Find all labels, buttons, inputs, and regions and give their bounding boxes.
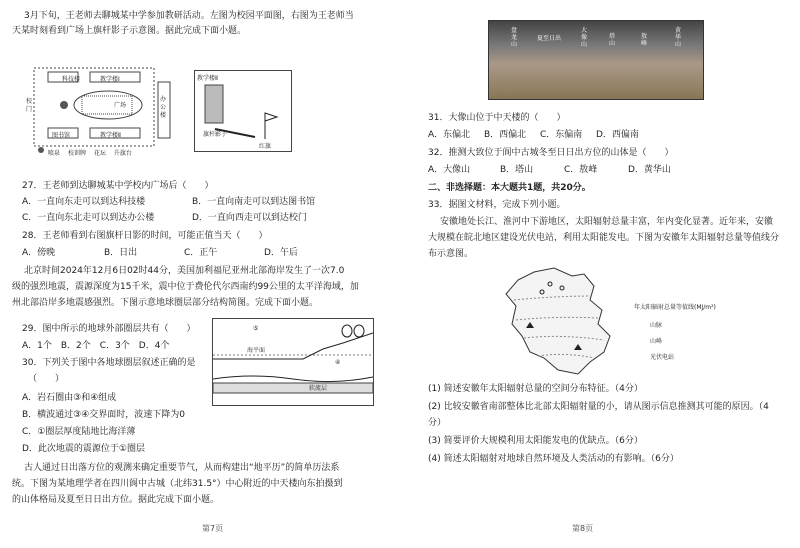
q30-option-d: D．此次地震的震源位于①圈层 (22, 444, 145, 454)
shadow-label: 旗杆影子 (203, 131, 228, 138)
photo-label: 塔山 (609, 33, 616, 47)
material-line: 布示意图。 (428, 249, 474, 259)
legend-item: 校训牌 (67, 150, 86, 157)
q31-option-c: C．东偏南 (540, 130, 583, 140)
office-label: 办公楼 (160, 96, 167, 119)
intro-line: 的山体格局及夏至日日出方位。据此完成下面小题。 (12, 495, 220, 505)
map-legend (48, 148, 138, 160)
q28: 28．王老师看到右图旗杆日影的时间，可能正值当天（ ） (22, 231, 268, 241)
photo-label: 夏至日出 (537, 35, 562, 42)
q32-option-d: D．黄华山 (628, 165, 671, 175)
q27-option-a: A．一直向东走可以到达科技楼 (22, 197, 146, 207)
shadow-figure (194, 70, 292, 152)
teach1-label: 教学楼Ⅰ (100, 76, 120, 83)
q32-option-b: B．塔山 (500, 165, 534, 175)
right-page (410, 0, 790, 548)
sub-q4: (4) 简述太阳辐射对地球自然环境及人类活动的有影响。（6分） (428, 454, 679, 464)
news-line: 州北部沿岸多地震感强烈。下图示意地球圈层部分结构简图。完成下面小题。 (12, 298, 319, 308)
q29: 29．图中所示的地球外部圈层共有（ ） (22, 324, 196, 334)
map-legend-item: 年太阳辐射总量等值线(MJ/m²) (634, 304, 716, 311)
q33: 33．据图文材料，完成下列小题。 (428, 200, 566, 210)
section-heading: 二、非选择题：本大题共1题，共20分。 (428, 183, 591, 193)
flag-label: 红旗 (259, 143, 272, 150)
news-line: 级的强烈地震，震源深度为15千米，震中位于费伦代尔西南约99公里的太平洋海域，加 (12, 282, 359, 292)
layer-5-label: ⑤ (253, 325, 259, 332)
q28-option-c: C．正午 (184, 248, 218, 258)
legend-item: 花坛 (93, 150, 106, 157)
mountain-photo (488, 20, 704, 100)
legend-item: 喷泉 (48, 150, 61, 157)
q30: 30．下列关于图中各地球圈层叙述正确的是 (22, 358, 196, 368)
q27-option-d: D．一直向西走可以到达校门 (192, 213, 307, 223)
photo-label: 大像山 (581, 27, 588, 48)
photo-label: 黄华山 (675, 27, 682, 48)
library-label: 图书馆 (52, 132, 71, 139)
material-line: 大规模在皖北地区建设光伏电站，利用太阳能发电。下图为安徽年太阳辐射总量等值线分 (428, 233, 780, 243)
q32-option-c: C．敖峰 (564, 165, 598, 175)
q28-option-a: A．傍晚 (22, 248, 56, 258)
teach2-label: 教学楼Ⅱ (100, 132, 121, 139)
intro-line: 3月下旬，王老师去聊城某中学参加教研活动。左图为校园平面图，右图为王老师当 (24, 11, 354, 21)
building-label: 教学楼Ⅱ (197, 75, 218, 82)
anhui-map-drawing (494, 266, 634, 378)
sea-level-label: 海平面 (247, 347, 266, 354)
asthenosphere-label: 软流层 (309, 385, 328, 392)
map-legend-item: 山脉 (650, 322, 663, 329)
earth-layers-diagram (212, 318, 374, 406)
plaza-label: 广场 (114, 102, 127, 109)
q32: 32．推测大致位于阆中古城冬至日日出方位的山体是（ ） (428, 148, 674, 158)
tech-building-label: 科技楼 (62, 76, 81, 83)
intro-line: 天某时刻看到广场上旗杆影子示意图。据此完成下面小题。 (12, 26, 247, 36)
q30-paren: （ ） (28, 374, 65, 384)
sub-q3: (3) 简要评价大规模利用太阳能发电的优缺点。（6分） (428, 436, 643, 446)
q30-option-c: C．①圈层厚度陆地比海洋薄 (22, 427, 136, 437)
q27: 27．王老师到达聊城某中学校内广场后（ ） (22, 181, 214, 191)
material-line: 安徽地处长江、淮河中下游地区，太阳辐射总量丰富，年内变化显著。近年来，安徽 (440, 217, 774, 227)
photo-label: 敖峰 (641, 33, 648, 47)
intro-line: 统。下图为某地理学者在四川阆中古城（北纬31.5°）中心附近的中天楼向东拍摄到 (12, 479, 343, 489)
layers-drawing (213, 319, 373, 405)
left-page (12, 0, 392, 548)
q31-option-b: B．西偏北 (484, 130, 527, 140)
q27-option-c: C．一直向东北走可以到达办公楼 (22, 213, 155, 223)
gate-label: 校门 (26, 98, 33, 113)
q28-option-b: B．日出 (104, 248, 138, 258)
sub-q2: (2) 比较安徽省南部整体比北部太阳辐射量的小，请从图示信息推测其可能的原因。（4 (428, 402, 769, 412)
q30-option-a: A．岩石圈由③和④组成 (22, 393, 117, 403)
layer-4-label: ④ (335, 359, 341, 366)
page-number: 第7页 (202, 524, 224, 533)
photo-label: 盘龙山 (511, 27, 518, 48)
campus-map (26, 62, 186, 160)
q30-option-b: B．横波通过③④交界面时，波速下降为0 (22, 410, 186, 420)
q31-option-d: D．西偏南 (596, 130, 639, 140)
q32-option-a: A．大像山 (428, 165, 471, 175)
page-number: 第8页 (572, 524, 594, 533)
map-legend-item: 山峰 (650, 338, 663, 345)
q27-option-b: B．一直向南走可以到达图书馆 (192, 197, 316, 207)
q31-option-a: A．东偏北 (428, 130, 471, 140)
q31: 31．大像山位于中天楼的（ ） (428, 113, 566, 123)
q28-option-d: D．午后 (264, 248, 298, 258)
sub-q1: (1) 简述安徽年太阳辐射总量的空间分布特征。（4分） (428, 384, 643, 394)
sub-q2-cont: 分） (428, 418, 447, 428)
intro-line: 古人通过日出落方位的观测来确定重要节气，从而构建出“地平历”的简单历法系 (24, 463, 340, 473)
legend-item: 升旗台 (113, 150, 132, 157)
news-line: 北京时间2024年12月6日02时44分，美国加利福尼亚州北部海岸发生了一次7.0 (24, 266, 345, 276)
map-legend-item: 光伏电站 (650, 354, 675, 361)
q29-options: A．1个 B．2个 C．3个 D．4个 (22, 341, 170, 351)
anhui-radiation-map (494, 266, 774, 378)
